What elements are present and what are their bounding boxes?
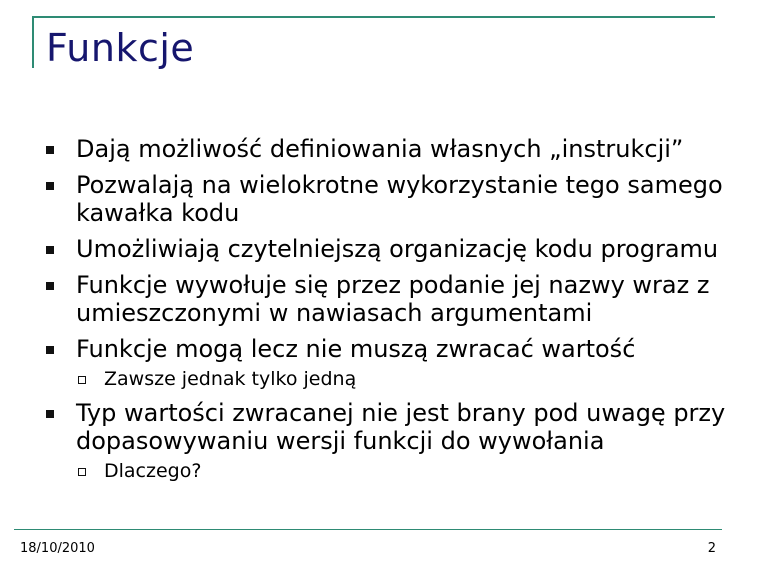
hollow-square-bullet-icon [78,376,86,384]
square-bullet-icon [46,246,54,254]
square-bullet-icon [46,282,54,290]
bullet-text: Pozwalają na wielokrotne wykorzystanie tego samego kawałka kodu [76,171,723,227]
bullet-list [46,135,726,491]
page-number: 2 [707,541,716,556]
bullet-text: Funkcje mogą lecz nie muszą zwracać wartość [76,335,636,363]
bullet-item [46,271,726,327]
bullet-item [46,135,726,163]
square-bullet-icon [46,410,54,418]
square-bullet-icon [46,146,54,154]
sub-bullet-item [46,459,726,483]
bullet-text: Typ wartości zwracanej nie jest brany pod uwagę przy dopasowywaniu wersji funkcji do wywołania [76,399,726,455]
footer-rule [14,529,722,530]
sub-bullet-text: Dlaczego? [104,460,202,482]
bullet-text: Dają możliwość definiowania własnych „instrukcji” [76,135,684,163]
square-bullet-icon [46,346,54,354]
left-rule [32,16,34,68]
hollow-square-bullet-icon [78,468,86,476]
top-rule [32,16,715,18]
bullet-item [46,335,726,363]
square-bullet-icon [46,182,54,190]
footer-date: 18/10/2010 [20,541,95,556]
slide-title: Funkcje [46,26,195,70]
bullet-item [46,399,726,455]
sub-bullet-text: Zawsze jednak tylko jedną [104,368,357,390]
bullet-text: Funkcje wywołuje się przez podanie jej nazwy wraz z umieszczonymi w nawiasach argumentami [76,271,710,327]
bullet-item [46,235,726,263]
bullet-text: Umożliwiają czytelniejszą organizację kodu programu [76,235,719,263]
bullet-item [46,171,726,227]
sub-bullet-item [46,367,726,391]
